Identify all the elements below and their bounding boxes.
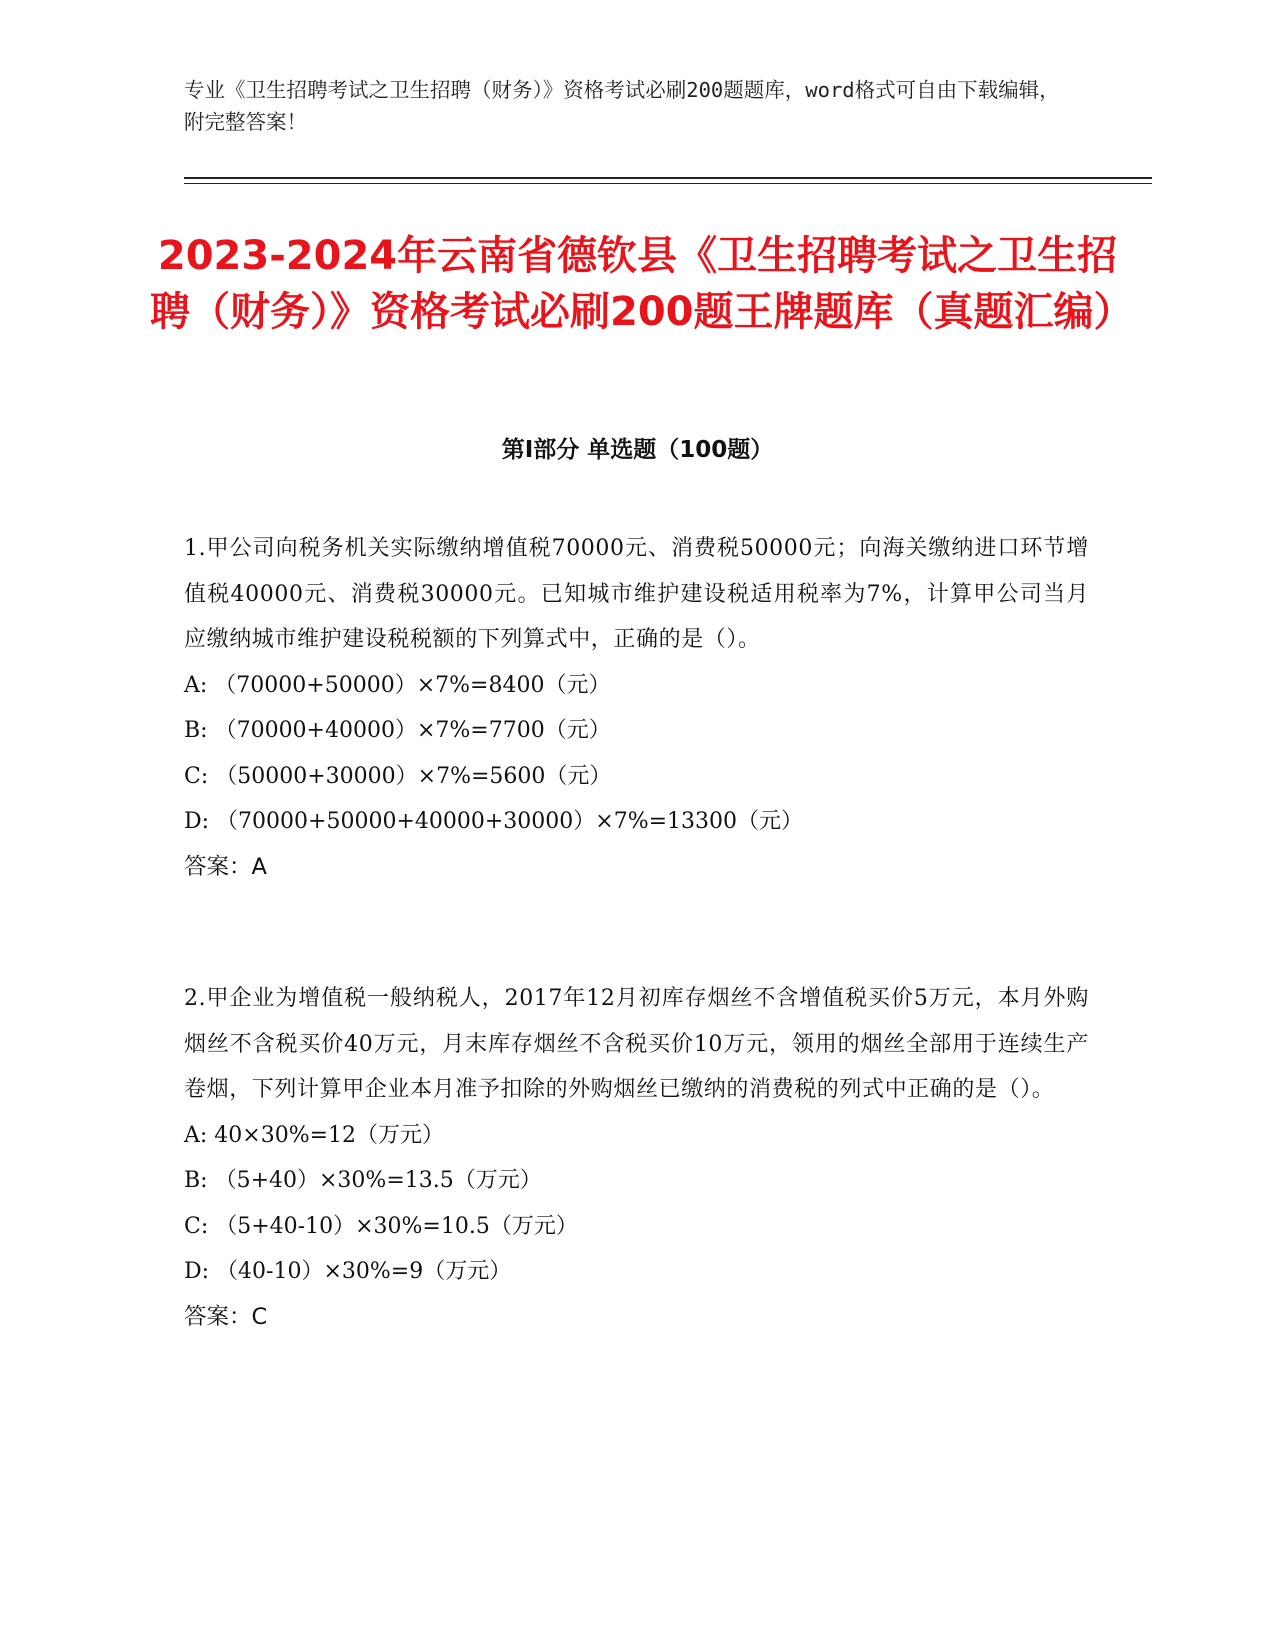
option-c: C: （5+40-10）×30%=10.5（万元）: [184, 1213, 578, 1239]
question-stem: 1.甲公司向税务机关实际缴纳增值税70000元、消费税50000元；向海关缴纳进口环节增值税40000元、消费税30000元。已知城市维护建设税适用税率为7%，计算甲公司当月应缴纳城市维护建设税税额的下列算式中，正确的是（）。: [184, 536, 1089, 652]
option-b: B: （5+40）×30%=13.5（万元）: [184, 1168, 542, 1193]
document-title: 2023-2024年云南省德钦县《卫生招聘考试之卫生招聘（财务）》资格考试必刷200题王牌题库（真题汇编）: [150, 233, 1134, 335]
option-a: A: 40×30%=12（万元）: [184, 1122, 445, 1148]
answer: 答案：C: [184, 1303, 268, 1330]
header-divider-thin: [184, 183, 1152, 184]
option-b: B: （70000+40000）×7%=7700（元）: [184, 718, 611, 743]
answer: 答案：A: [184, 853, 267, 880]
question-1: [184, 526, 1089, 890]
option-c: C: （50000+30000）×7%=5600（元）: [184, 763, 612, 789]
question-stem: 2.甲企业为增值税一般纳税人，2017年12月初库存烟丝不含增值税买价5万元，本月外购烟丝不含税买价40万元，月末库存烟丝不含税买价10万元，领用的烟丝全部用于连续生产卷烟，下列计算甲企业本月准予扣除的外购烟丝已缴纳的消费税的列式中正确的是（）。: [184, 986, 1089, 1102]
option-d: D: （40-10）×30%=9（万元）: [184, 1259, 512, 1284]
header-divider-thick: [184, 177, 1152, 179]
option-d: D: （70000+50000+40000+30000）×7%=13300（元）: [184, 809, 804, 834]
option-a: A: （70000+50000）×7%=8400（元）: [184, 672, 611, 698]
header-note: 专业《卫生招聘考试之卫生招聘（财务）》资格考试必刷200题题库，word格式可自由下载编辑，附完整答案！: [184, 78, 1060, 134]
section-heading: 第Ⅰ部分 单选题（100题）: [501, 437, 774, 463]
question-2: [184, 976, 1089, 1340]
